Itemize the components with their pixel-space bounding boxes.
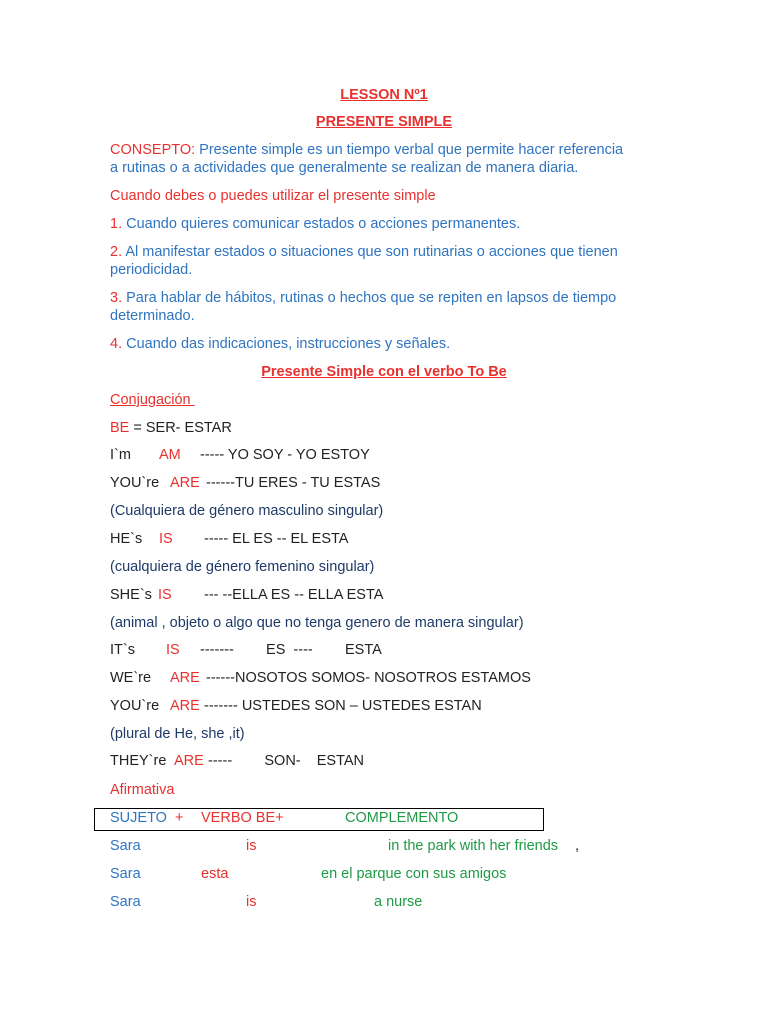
use-text: Cuando das indicaciones, instrucciones y señales.: [122, 336, 451, 352]
use-text: Cuando quieres comunicar estados o acciones permanentes.: [122, 216, 521, 232]
use-number: 4.: [110, 336, 123, 352]
concept-label: CONSEPTO:: [110, 142, 196, 158]
note-feminine: (cualquiera de género femenino singular): [110, 559, 375, 575]
example-tail: ,: [575, 838, 580, 854]
row-subject: THEY`re: [110, 753, 167, 769]
note-plural: (plural de He, she ,it): [110, 726, 245, 742]
row-meaning: ------NOSOTOS SOMOS- NOSOTROS ESTAMOS: [206, 670, 531, 686]
use-item-1: [110, 215, 520, 233]
header-complement: COMPLEMENTO: [345, 810, 459, 826]
row-subject: WE`re: [110, 670, 152, 686]
use-item-4: [110, 335, 450, 353]
row-verb: IS: [158, 587, 172, 603]
row-subject: I`m: [110, 447, 131, 463]
use-number: 2.: [110, 244, 123, 260]
lesson-title: LESSON Nº1: [340, 87, 428, 103]
row-meaning: ------TU ERES - TU ESTAS: [206, 475, 381, 491]
use-item-3: [110, 289, 616, 307]
header-verb: VERBO BE+: [201, 810, 284, 826]
affirmative-label: Afirmativa: [110, 782, 175, 798]
header-plus: +: [175, 810, 184, 826]
row-subject: HE`s: [110, 531, 143, 547]
section-title: Presente Simple con el verbo To Be: [261, 364, 507, 380]
row-subject: YOU`re: [110, 475, 160, 491]
use-text: Para hablar de hábitos, rutinas o hechos que se repiten en lapsos de tiempo: [122, 290, 617, 306]
concept-paragraph: [110, 141, 623, 159]
row-verb: IS: [159, 531, 173, 547]
row-meaning: ----- EL ES -- EL ESTA: [204, 531, 349, 547]
example-verb: is: [246, 894, 257, 910]
example-complement: en el parque con sus amigos: [321, 866, 507, 882]
row-meaning: ----- YO SOY - YO ESTOY: [200, 447, 370, 463]
row-subject: SHE`s: [110, 587, 152, 603]
example-complement: in the park with her friends: [388, 838, 559, 854]
be-word: BE: [110, 420, 130, 436]
usage-heading: Cuando debes o puedes utilizar el presente simple: [110, 188, 436, 204]
header-subject: SUJETO: [110, 810, 167, 826]
use-number: 3.: [110, 290, 123, 306]
row-verb: IS: [166, 642, 180, 658]
row-meaning: ------- ES ---- ESTA: [200, 642, 382, 658]
note-neutral: (animal , objeto o algo que no tenga genero de manera singular): [110, 615, 524, 631]
conjugation-label: Conjugación: [110, 392, 195, 408]
concept-text-2: a rutinas o a actividades que generalmente se realizan de manera diaria.: [110, 160, 579, 176]
example-verb: esta: [201, 866, 229, 882]
note-masculine: (Cualquiera de género masculino singular): [110, 503, 384, 519]
concept-text-1: Presente simple es un tiempo verbal que permite hacer referencia: [195, 142, 624, 158]
row-meaning: ----- SON- ESTAN: [208, 753, 365, 769]
row-subject: IT`s: [110, 642, 135, 658]
use-text: Al manifestar estados o situaciones que son rutinarias o acciones que tienen: [122, 244, 618, 260]
row-verb: ARE: [174, 753, 204, 769]
row-subject: YOU`re: [110, 698, 160, 714]
row-verb: AM: [159, 447, 181, 463]
use-item-2: [110, 243, 618, 261]
example-verb: is: [246, 838, 257, 854]
example-subject: Sara: [110, 894, 141, 910]
example-subject: Sara: [110, 838, 141, 854]
row-verb: ARE: [170, 475, 200, 491]
be-definition: [110, 419, 232, 437]
example-subject: Sara: [110, 866, 141, 882]
be-meaning: = SER- ESTAR: [129, 420, 232, 436]
row-meaning: ------- USTEDES SON – USTEDES ESTAN: [204, 698, 482, 714]
use-item-3-cont: determinado.: [110, 308, 195, 324]
lesson-subtitle: PRESENTE SIMPLE: [315, 114, 453, 130]
use-number: 1.: [110, 216, 123, 232]
row-verb: ARE: [170, 670, 200, 686]
example-complement: a nurse: [374, 894, 423, 910]
row-meaning: --- --ELLA ES -- ELLA ESTA: [204, 587, 384, 603]
use-item-2-cont: periodicidad.: [110, 262, 193, 278]
row-verb: ARE: [170, 698, 200, 714]
